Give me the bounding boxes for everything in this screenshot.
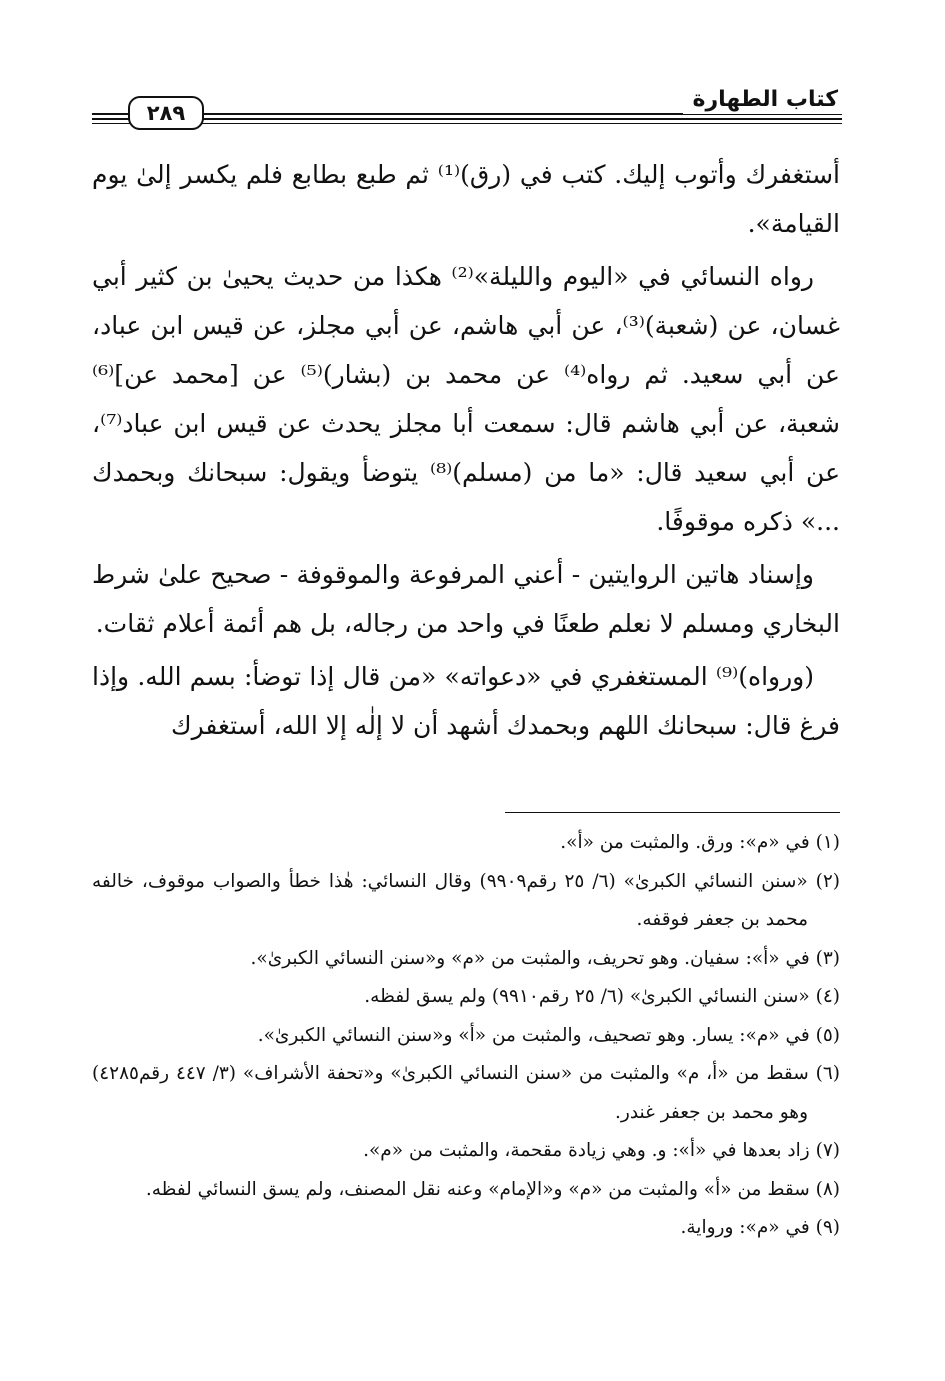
paragraph: (ورواه)⁽⁹⁾ المستغفري في «دعواته» «من قال إذا توضأ: بسم الله. وإذا فرغ قال: سبحانك اللهم وبحمدك أشهد أن لا إلٰه إلا الله، أستغفرك bbox=[92, 662, 840, 740]
page-header bbox=[92, 84, 842, 128]
paragraph: أستغفرك وأتوب إليك. كتب في (رق)⁽¹⁾ ثم طبع بطابع فلم يكسر إلىٰ يوم القيامة». bbox=[92, 160, 841, 238]
footnote: (٨) سقط من «أ» والمثبت من «م» و«الإمام» وعنه نقل المصنف، ولم يسق النسائي لفظه. bbox=[145, 1178, 840, 1200]
paragraph: وإسناد هاتين الروايتين - أعني المرفوعة والموقوفة - صحيح علىٰ شرط البخاري ومسلم لا نعلم طعنًا في واحد من رجاله، بل هم أئمة أعلام ثقات. bbox=[92, 560, 840, 638]
footnote: (٦) سقط من «أ، م» والمثبت من «سنن النسائي الكبرىٰ» و«تحفة الأشراف» (٣/ ٤٤٧ رقم٤٢٨٥) وهو محمد بن جعفر غندر. bbox=[92, 1063, 840, 1123]
footnote-separator bbox=[505, 812, 840, 813]
main-text bbox=[92, 150, 840, 754]
header-rule bbox=[92, 118, 842, 120]
footnote: (٢) «سنن النسائي الكبرىٰ» (٦/ ٢٥ رقم٩٩٠٩) وقال النسائي: هٰذا خطأ والصواب موقوف، خالفه محمد بن جعفر فوقفه. bbox=[92, 870, 840, 930]
running-title: كتاب الطهارة bbox=[683, 86, 842, 114]
footnote: (٥) في «م»: يسار. وهو تصحيف، والمثبت من «أ» و«سنن النسائي الكبرىٰ». bbox=[257, 1024, 840, 1046]
footnote: (٩) في «م»: ورواية. bbox=[680, 1217, 840, 1238]
footnote: (٧) زاد بعدها في «أ»: و. وهي زيادة مقحمة، والمثبت من «م». bbox=[363, 1140, 840, 1161]
footnote: (٣) في «أ»: سفيان. وهو تحريف، والمثبت من «م» و«سنن النسائي الكبرىٰ». bbox=[250, 947, 840, 969]
page-number: ٢٨٩ bbox=[128, 96, 204, 130]
header-rule bbox=[92, 123, 842, 124]
footnote: (١) في «م»: ورق. والمثبت من «أ». bbox=[560, 832, 840, 853]
footnotes bbox=[92, 824, 840, 1248]
footnote: (٤) «سنن النسائي الكبرىٰ» (٦/ ٢٥ رقم٩٩١٠) ولم يسق لفظه. bbox=[364, 986, 840, 1007]
paragraph: رواه النسائي في «اليوم والليلة»⁽²⁾ هكذا من حديث يحيىٰ بن كثير أبي غسان، عن (شعبة)⁽³⁾، عن أبي هاشم، عن أبي مجلز، عن قيس ابن عباد، عن أبي سعيد. ثم رواه⁽⁴⁾ عن محمد بن (بشار)⁽⁵⁾ عن [محمد عن]⁽⁶⁾ شعبة، عن أبي هاشم قال: سمعت أبا مجلز يحدث عن قيس ابن عباد⁽⁷⁾، عن أبي سعيد قال: «ما من (مسلم)⁽⁸⁾ يتوضأ ويقول: سبحانك وبحمدك ...» ذكره موقوفًا. bbox=[92, 262, 840, 536]
